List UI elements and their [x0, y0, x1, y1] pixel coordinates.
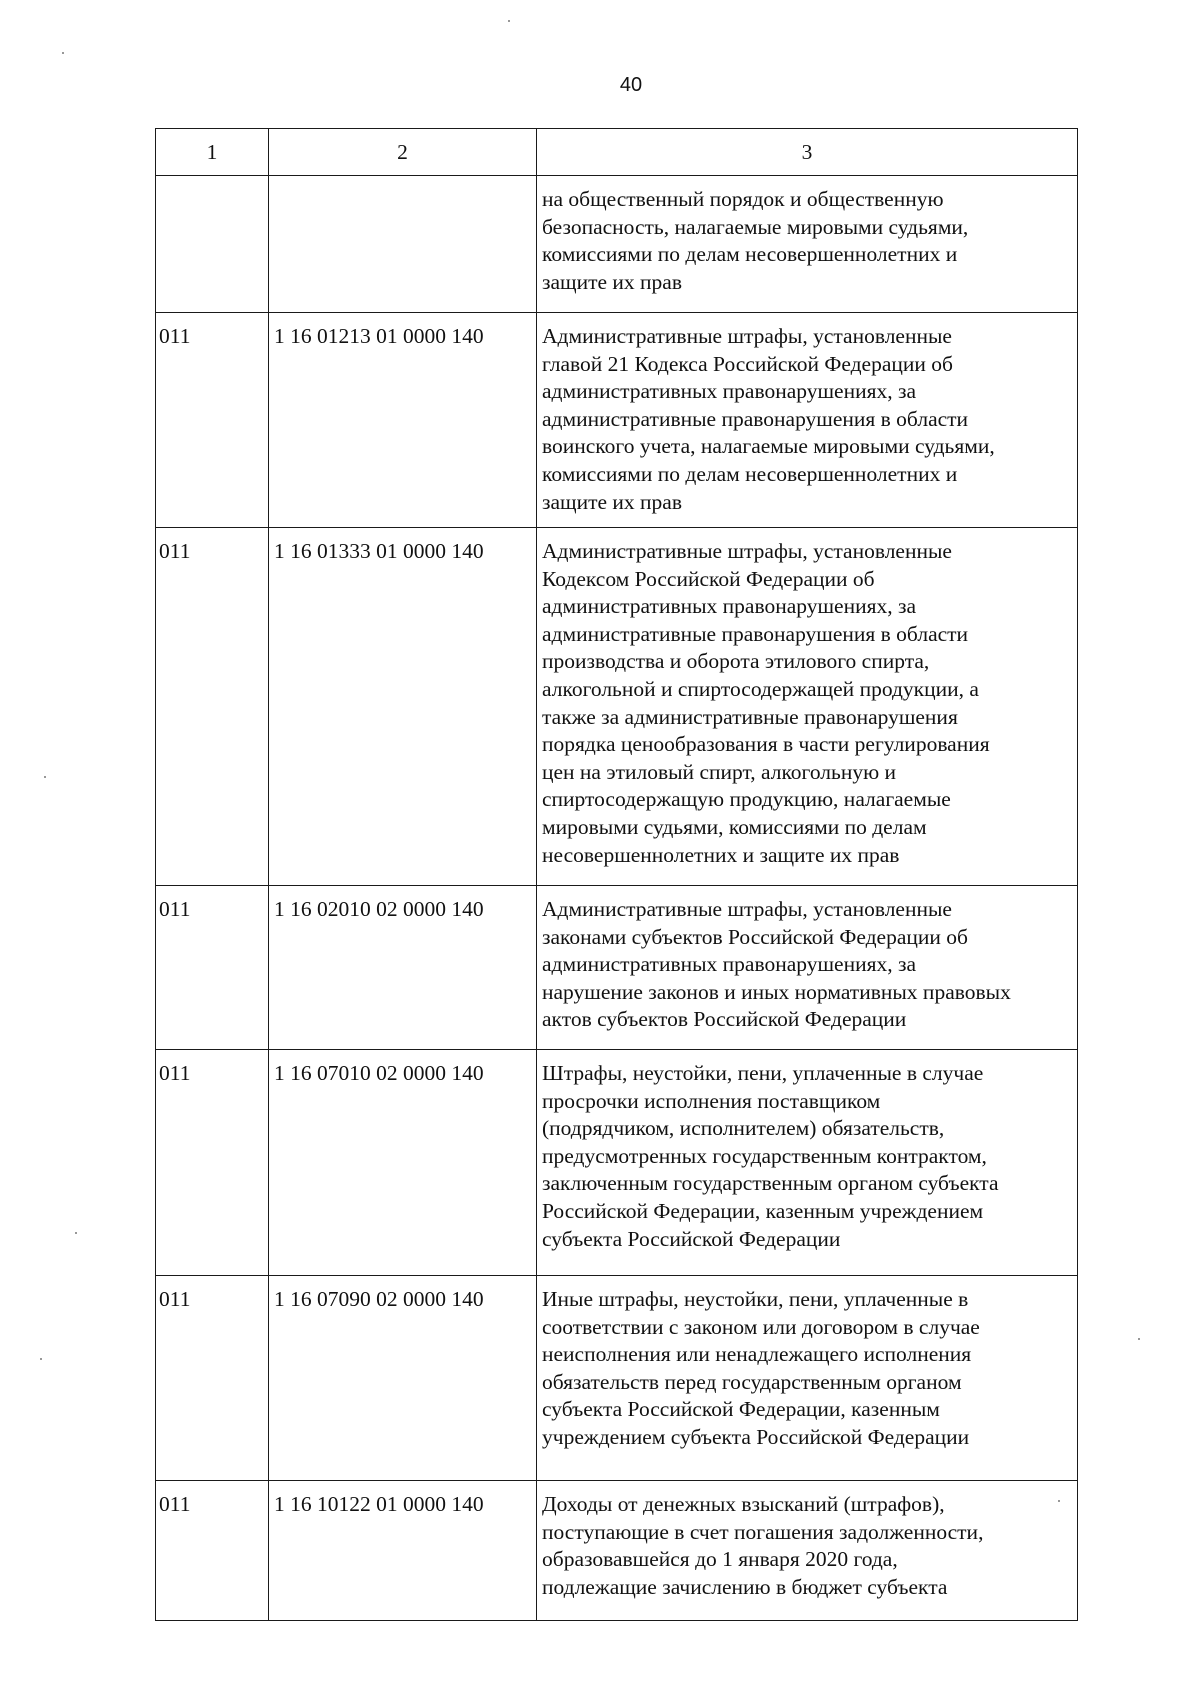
kbk-code-cell: 1 16 10122 01 0000 140 — [269, 1481, 537, 1621]
table-row — [156, 313, 1078, 528]
table-row — [156, 1481, 1078, 1621]
kbk-code-cell: 1 16 07010 02 0000 140 — [269, 1050, 537, 1276]
description-cell: Административные штрафы, установленные Кодексом Российской Федерации об административных правонарушениях, за административные правонарушения в области производства и оборота этилового спирта, алкогольной и спиртосодержащей продукции, а также за административные правонарушения порядка ценообразования в части регулирования цен на этиловый спирт, алкогольную и спиртосодержащую продукцию, налагаемые мировыми судьями, комиссиями по делам несовершеннолетних и защите их прав — [537, 528, 1078, 886]
scan-speck — [62, 52, 64, 54]
kbk-code-cell: 1 16 01213 01 0000 140 — [269, 313, 537, 528]
description-cell: Административные штрафы, установленные главой 21 Кодекса Российской Федерации об административных правонарушениях, за административные правонарушения в области воинского учета, налагаемые мировыми судьями, комиссиями по делам несовершеннолетних и защите их прав — [537, 313, 1078, 528]
scan-speck — [508, 20, 510, 22]
table-row — [156, 176, 1078, 313]
column-header-admin-code: 1 — [156, 129, 269, 176]
admin-code-cell: 011 — [156, 1276, 269, 1481]
scan-speck — [75, 1232, 77, 1234]
page-number: 40 — [619, 74, 643, 96]
revenue-codes-table — [155, 128, 1078, 1621]
kbk-code-cell: 1 16 01333 01 0000 140 — [269, 528, 537, 886]
description-cell: Административные штрафы, установленные законами субъектов Российской Федерации об административных правонарушениях, за нарушение законов и иных нормативных правовых актов субъектов Российской Федерации — [537, 886, 1078, 1050]
table-row — [156, 1276, 1078, 1481]
description-cell: Иные штрафы, неустойки, пени, уплаченные в соответствии с законом или договором в случае неисполнения или ненадлежащего исполнения обязательств перед государственным органом субъекта Российской Федерации, казенным учреждением субъекта Российской Федерации — [537, 1276, 1078, 1481]
admin-code-cell: 011 — [156, 1481, 269, 1621]
table-row — [156, 1050, 1078, 1276]
admin-code-cell: 011 — [156, 528, 269, 886]
admin-code-cell — [156, 176, 269, 313]
admin-code-cell: 011 — [156, 886, 269, 1050]
scan-speck — [1138, 1338, 1140, 1340]
kbk-code-cell — [269, 176, 537, 313]
table-header-row — [156, 129, 1078, 176]
table-row — [156, 886, 1078, 1050]
scan-speck — [44, 776, 46, 778]
admin-code-cell: 011 — [156, 1050, 269, 1276]
description-cell: Штрафы, неустойки, пени, уплаченные в случае просрочки исполнения поставщиком (подрядчиком, исполнителем) обязательств, предусмотренных государственным контрактом, заключенным государственным органом субъекта Российской Федерации, казенным учреждением субъекта Российской Федерации — [537, 1050, 1078, 1276]
scan-speck — [1058, 1500, 1060, 1502]
admin-code-cell: 011 — [156, 313, 269, 528]
column-header-kbk-code: 2 — [269, 129, 537, 176]
kbk-code-cell: 1 16 07090 02 0000 140 — [269, 1276, 537, 1481]
description-cell: Доходы от денежных взысканий (штрафов), поступающие в счет погашения задолженности, образовавшейся до 1 января 2020 года, подлежащие зачислению в бюджет субъекта — [537, 1481, 1078, 1621]
scan-speck — [40, 1358, 42, 1360]
kbk-code-cell: 1 16 02010 02 0000 140 — [269, 886, 537, 1050]
table-row — [156, 528, 1078, 886]
description-cell: на общественный порядок и общественную безопасность, налагаемые мировыми судьями, комиссиями по делам несовершеннолетних и защите их прав — [537, 176, 1078, 313]
column-header-description: 3 — [537, 129, 1078, 176]
